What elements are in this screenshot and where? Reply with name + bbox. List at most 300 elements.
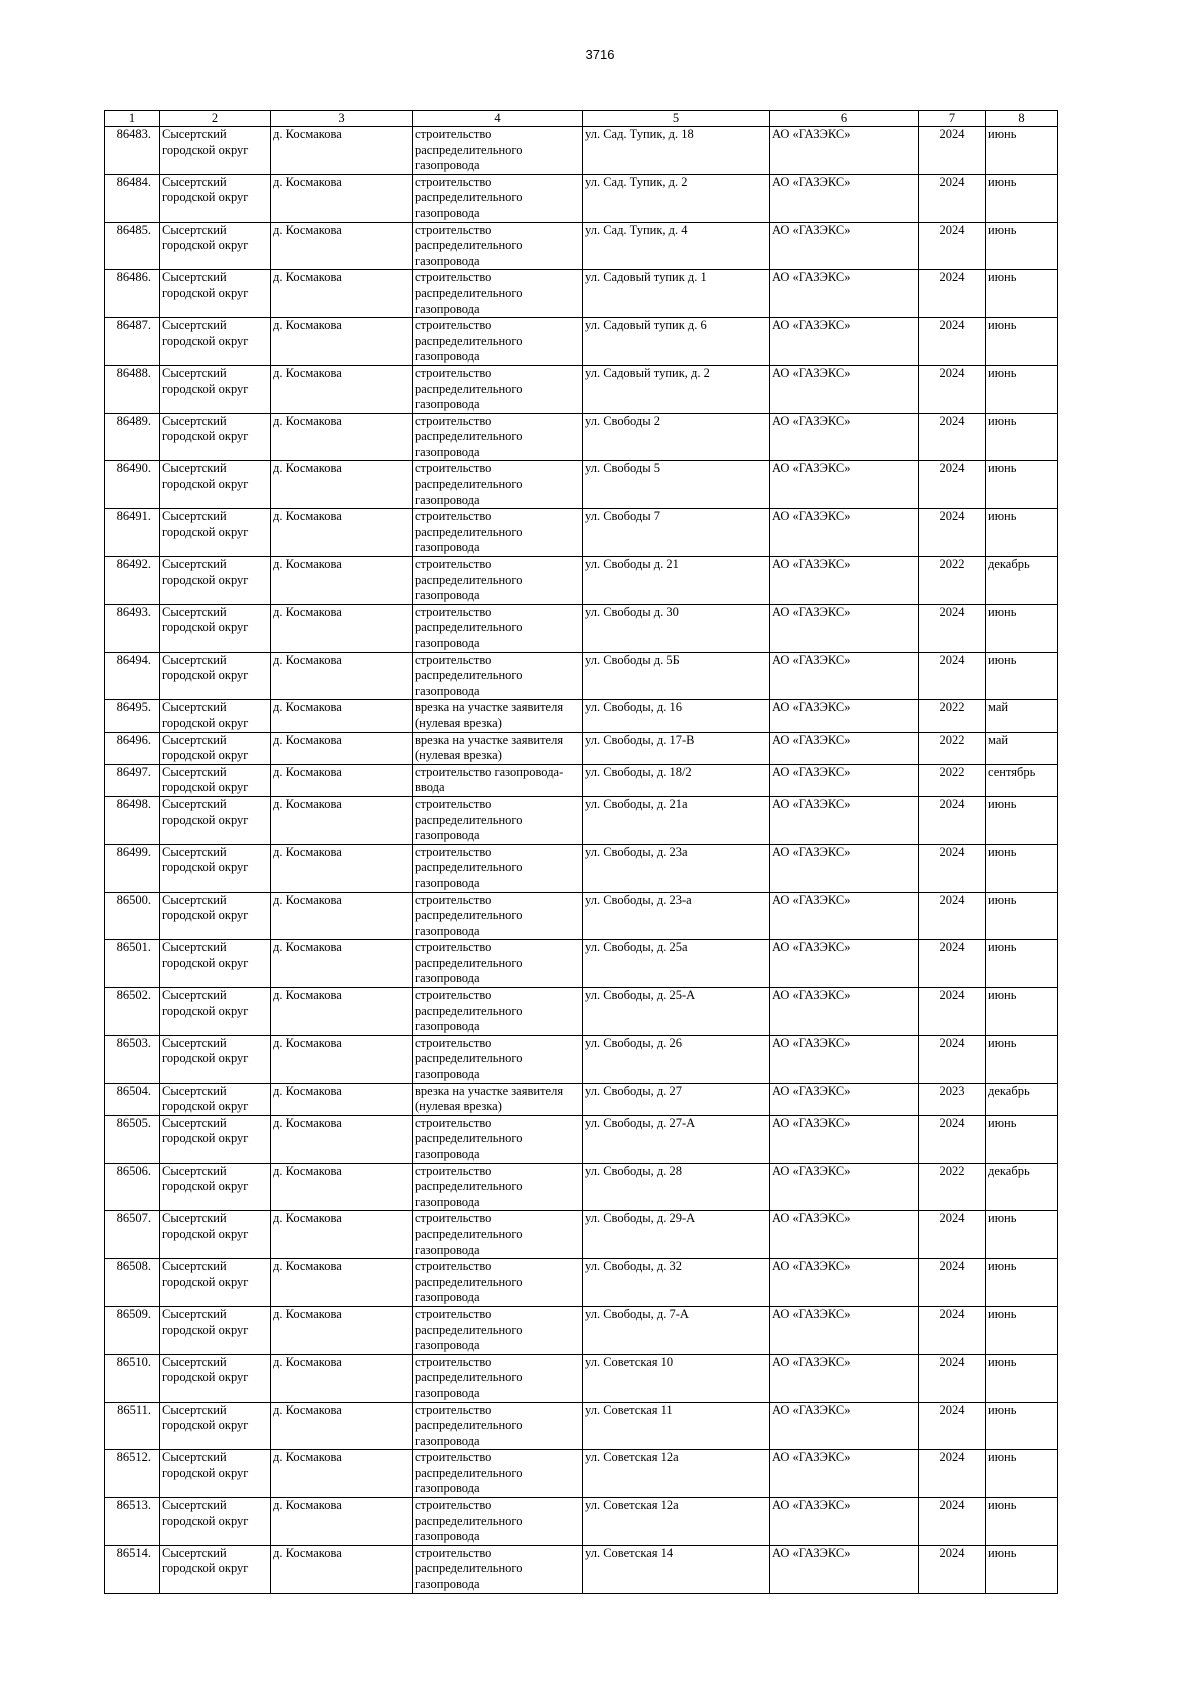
table-row: [105, 127, 1058, 175]
locality-cell: д. Космакова: [271, 1402, 413, 1450]
district-cell: Сысертский городской округ: [160, 604, 271, 652]
table-row: [105, 796, 1058, 844]
table-row: [105, 1035, 1058, 1083]
table-row: [105, 1083, 1058, 1115]
table-row: [105, 174, 1058, 222]
address-cell: ул. Свободы, д. 27: [583, 1083, 770, 1115]
address-cell: ул. Советская 12а: [583, 1450, 770, 1498]
address-cell: ул. Садовый тупик д. 6: [583, 318, 770, 366]
locality-cell: д. Космакова: [271, 270, 413, 318]
month-cell: июнь: [986, 796, 1058, 844]
locality-cell: д. Космакова: [271, 1450, 413, 1498]
address-cell: ул. Свободы, д. 28: [583, 1163, 770, 1211]
work-type-cell: строительство распределительного газопровода: [413, 557, 583, 605]
work-type-cell: строительство распределительного газопровода: [413, 222, 583, 270]
table-row: [105, 988, 1058, 1036]
locality-cell: д. Космакова: [271, 732, 413, 764]
district-cell: Сысертский городской округ: [160, 892, 271, 940]
locality-cell: д. Космакова: [271, 461, 413, 509]
year-cell: 2024: [919, 509, 986, 557]
address-cell: ул. Свободы 2: [583, 413, 770, 461]
month-cell: сентябрь: [986, 764, 1058, 796]
row-number: 86500.: [105, 892, 160, 940]
row-number: 86493.: [105, 604, 160, 652]
work-type-cell: строительство распределительного газопровода: [413, 1402, 583, 1450]
address-cell: ул. Свободы, д. 18/2: [583, 764, 770, 796]
address-cell: ул. Свободы, д. 25-А: [583, 988, 770, 1036]
table-row: [105, 1259, 1058, 1307]
address-cell: ул. Советская 12а: [583, 1498, 770, 1546]
month-cell: июнь: [986, 365, 1058, 413]
year-cell: 2024: [919, 844, 986, 892]
organization-cell: АО «ГАЗЭКС»: [770, 127, 919, 175]
organization-cell: АО «ГАЗЭКС»: [770, 413, 919, 461]
organization-cell: АО «ГАЗЭКС»: [770, 700, 919, 732]
row-number: 86512.: [105, 1450, 160, 1498]
row-number: 86502.: [105, 988, 160, 1036]
work-type-cell: строительство распределительного газопровода: [413, 413, 583, 461]
organization-cell: АО «ГАЗЭКС»: [770, 1083, 919, 1115]
year-cell: 2024: [919, 1115, 986, 1163]
row-number: 86498.: [105, 796, 160, 844]
month-cell: июнь: [986, 988, 1058, 1036]
table-row: [105, 270, 1058, 318]
locality-cell: д. Космакова: [271, 764, 413, 796]
month-cell: июнь: [986, 270, 1058, 318]
header-row: [105, 111, 1058, 127]
year-cell: 2022: [919, 732, 986, 764]
district-cell: Сысертский городской округ: [160, 557, 271, 605]
row-number: 86496.: [105, 732, 160, 764]
district-cell: Сысертский городской округ: [160, 1211, 271, 1259]
organization-cell: АО «ГАЗЭКС»: [770, 1163, 919, 1211]
address-cell: ул. Свободы, д. 7-А: [583, 1306, 770, 1354]
address-cell: ул. Свободы д. 21: [583, 557, 770, 605]
year-cell: 2024: [919, 270, 986, 318]
year-cell: 2024: [919, 1498, 986, 1546]
organization-cell: АО «ГАЗЭКС»: [770, 988, 919, 1036]
table-row: [105, 652, 1058, 700]
locality-cell: д. Космакова: [271, 1354, 413, 1402]
address-cell: ул. Свободы, д. 23-а: [583, 892, 770, 940]
district-cell: Сысертский городской округ: [160, 365, 271, 413]
month-cell: июнь: [986, 1035, 1058, 1083]
address-cell: ул. Сад. Тупик, д. 4: [583, 222, 770, 270]
organization-cell: АО «ГАЗЭКС»: [770, 1354, 919, 1402]
work-type-cell: строительство распределительного газопровода: [413, 1115, 583, 1163]
row-number: 86509.: [105, 1306, 160, 1354]
gasification-table: [104, 110, 1058, 1594]
work-type-cell: строительство распределительного газопровода: [413, 1450, 583, 1498]
locality-cell: д. Космакова: [271, 222, 413, 270]
month-cell: май: [986, 732, 1058, 764]
column-header-5: 5: [583, 111, 770, 127]
work-type-cell: строительство распределительного газопровода: [413, 796, 583, 844]
work-type-cell: строительство распределительного газопровода: [413, 461, 583, 509]
year-cell: 2023: [919, 1083, 986, 1115]
column-header-2: 2: [160, 111, 271, 127]
district-cell: Сысертский городской округ: [160, 222, 271, 270]
month-cell: июнь: [986, 1259, 1058, 1307]
month-cell: июнь: [986, 1115, 1058, 1163]
year-cell: 2024: [919, 1450, 986, 1498]
row-number: 86491.: [105, 509, 160, 557]
year-cell: 2024: [919, 1259, 986, 1307]
year-cell: 2024: [919, 1035, 986, 1083]
district-cell: Сысертский городской округ: [160, 318, 271, 366]
address-cell: ул. Свободы, д. 25а: [583, 940, 770, 988]
month-cell: июнь: [986, 1498, 1058, 1546]
column-header-1: 1: [105, 111, 160, 127]
table-row: [105, 1450, 1058, 1498]
locality-cell: д. Космакова: [271, 1035, 413, 1083]
locality-cell: д. Космакова: [271, 1306, 413, 1354]
column-header-4: 4: [413, 111, 583, 127]
address-cell: ул. Свободы, д. 26: [583, 1035, 770, 1083]
table-row: [105, 892, 1058, 940]
row-number: 86486.: [105, 270, 160, 318]
address-cell: ул. Свободы, д. 29-А: [583, 1211, 770, 1259]
month-cell: июнь: [986, 413, 1058, 461]
table-row: [105, 700, 1058, 732]
organization-cell: АО «ГАЗЭКС»: [770, 1402, 919, 1450]
address-cell: ул. Сад. Тупик, д. 18: [583, 127, 770, 175]
work-type-cell: строительство распределительного газопровода: [413, 1306, 583, 1354]
address-cell: ул. Садовый тупик д. 1: [583, 270, 770, 318]
table-row: [105, 461, 1058, 509]
district-cell: Сысертский городской округ: [160, 270, 271, 318]
month-cell: июнь: [986, 127, 1058, 175]
locality-cell: д. Космакова: [271, 318, 413, 366]
district-cell: Сысертский городской округ: [160, 174, 271, 222]
locality-cell: д. Космакова: [271, 1083, 413, 1115]
row-number: 86483.: [105, 127, 160, 175]
organization-cell: АО «ГАЗЭКС»: [770, 764, 919, 796]
year-cell: 2024: [919, 365, 986, 413]
locality-cell: д. Космакова: [271, 1163, 413, 1211]
table-row: [105, 365, 1058, 413]
work-type-cell: строительство распределительного газопровода: [413, 844, 583, 892]
locality-cell: д. Космакова: [271, 892, 413, 940]
district-cell: Сысертский городской округ: [160, 1450, 271, 1498]
row-number: 86492.: [105, 557, 160, 605]
month-cell: июнь: [986, 1211, 1058, 1259]
table-row: [105, 1115, 1058, 1163]
address-cell: ул. Садовый тупик, д. 2: [583, 365, 770, 413]
row-number: 86485.: [105, 222, 160, 270]
organization-cell: АО «ГАЗЭКС»: [770, 1306, 919, 1354]
row-number: 86504.: [105, 1083, 160, 1115]
table-row: [105, 1545, 1058, 1593]
month-cell: июнь: [986, 509, 1058, 557]
table-row: [105, 940, 1058, 988]
address-cell: ул. Свободы, д. 17-В: [583, 732, 770, 764]
month-cell: июнь: [986, 604, 1058, 652]
table-body: [105, 127, 1058, 1594]
column-header-7: 7: [919, 111, 986, 127]
year-cell: 2024: [919, 1402, 986, 1450]
organization-cell: АО «ГАЗЭКС»: [770, 1211, 919, 1259]
district-cell: Сысертский городской округ: [160, 732, 271, 764]
locality-cell: д. Космакова: [271, 796, 413, 844]
organization-cell: АО «ГАЗЭКС»: [770, 557, 919, 605]
row-number: 86508.: [105, 1259, 160, 1307]
address-cell: ул. Свободы д. 30: [583, 604, 770, 652]
month-cell: июнь: [986, 940, 1058, 988]
locality-cell: д. Космакова: [271, 174, 413, 222]
row-number: 86484.: [105, 174, 160, 222]
row-number: 86495.: [105, 700, 160, 732]
work-type-cell: строительство распределительного газопровода: [413, 1259, 583, 1307]
district-cell: Сысертский городской округ: [160, 988, 271, 1036]
table-row: [105, 557, 1058, 605]
year-cell: 2024: [919, 892, 986, 940]
month-cell: июнь: [986, 461, 1058, 509]
district-cell: Сысертский городской округ: [160, 764, 271, 796]
work-type-cell: строительство распределительного газопровода: [413, 174, 583, 222]
table-row: [105, 1498, 1058, 1546]
row-number: 86489.: [105, 413, 160, 461]
row-number: 86503.: [105, 1035, 160, 1083]
month-cell: декабрь: [986, 1163, 1058, 1211]
work-type-cell: строительство распределительного газопровода: [413, 270, 583, 318]
locality-cell: д. Космакова: [271, 1545, 413, 1593]
organization-cell: АО «ГАЗЭКС»: [770, 461, 919, 509]
month-cell: июнь: [986, 1402, 1058, 1450]
table-row: [105, 1402, 1058, 1450]
work-type-cell: строительство распределительного газопровода: [413, 1211, 583, 1259]
district-cell: Сысертский городской округ: [160, 1402, 271, 1450]
organization-cell: АО «ГАЗЭКС»: [770, 174, 919, 222]
year-cell: 2024: [919, 1211, 986, 1259]
row-number: 86513.: [105, 1498, 160, 1546]
address-cell: ул. Свободы, д. 27-А: [583, 1115, 770, 1163]
year-cell: 2022: [919, 557, 986, 605]
address-cell: ул. Советская 10: [583, 1354, 770, 1402]
organization-cell: АО «ГАЗЭКС»: [770, 1450, 919, 1498]
work-type-cell: строительство распределительного газопровода: [413, 940, 583, 988]
locality-cell: д. Космакова: [271, 1115, 413, 1163]
row-number: 86501.: [105, 940, 160, 988]
organization-cell: АО «ГАЗЭКС»: [770, 1259, 919, 1307]
district-cell: Сысертский городской округ: [160, 1083, 271, 1115]
locality-cell: д. Космакова: [271, 365, 413, 413]
organization-cell: АО «ГАЗЭКС»: [770, 796, 919, 844]
district-cell: Сысертский городской округ: [160, 413, 271, 461]
organization-cell: АО «ГАЗЭКС»: [770, 652, 919, 700]
locality-cell: д. Космакова: [271, 700, 413, 732]
table-row: [105, 509, 1058, 557]
table-row: [105, 732, 1058, 764]
work-type-cell: врезка на участке заявителя (нулевая врезка): [413, 1083, 583, 1115]
work-type-cell: строительство распределительного газопровода: [413, 988, 583, 1036]
month-cell: июнь: [986, 652, 1058, 700]
district-cell: Сысертский городской округ: [160, 127, 271, 175]
organization-cell: АО «ГАЗЭКС»: [770, 940, 919, 988]
month-cell: июнь: [986, 844, 1058, 892]
locality-cell: д. Космакова: [271, 1498, 413, 1546]
table-row: [105, 844, 1058, 892]
organization-cell: АО «ГАЗЭКС»: [770, 604, 919, 652]
year-cell: 2024: [919, 318, 986, 366]
year-cell: 2024: [919, 461, 986, 509]
year-cell: 2022: [919, 700, 986, 732]
locality-cell: д. Космакова: [271, 1211, 413, 1259]
district-cell: Сысертский городской округ: [160, 1545, 271, 1593]
month-cell: июнь: [986, 1306, 1058, 1354]
work-type-cell: строительство распределительного газопровода: [413, 604, 583, 652]
address-cell: ул. Свободы, д. 23а: [583, 844, 770, 892]
address-cell: ул. Сад. Тупик, д. 2: [583, 174, 770, 222]
address-cell: ул. Советская 14: [583, 1545, 770, 1593]
row-number: 86505.: [105, 1115, 160, 1163]
organization-cell: АО «ГАЗЭКС»: [770, 1498, 919, 1546]
work-type-cell: строительство распределительного газопровода: [413, 127, 583, 175]
district-cell: Сысертский городской округ: [160, 652, 271, 700]
column-header-8: 8: [986, 111, 1058, 127]
row-number: 86510.: [105, 1354, 160, 1402]
month-cell: декабрь: [986, 557, 1058, 605]
district-cell: Сысертский городской округ: [160, 1354, 271, 1402]
month-cell: июнь: [986, 1354, 1058, 1402]
work-type-cell: строительство распределительного газопровода: [413, 652, 583, 700]
district-cell: Сысертский городской округ: [160, 844, 271, 892]
district-cell: Сысертский городской округ: [160, 796, 271, 844]
column-header-3: 3: [271, 111, 413, 127]
work-type-cell: врезка на участке заявителя (нулевая врезка): [413, 700, 583, 732]
row-number: 86507.: [105, 1211, 160, 1259]
year-cell: 2024: [919, 127, 986, 175]
table-row: [105, 1354, 1058, 1402]
table-row: [105, 1306, 1058, 1354]
work-type-cell: строительство газопровода-ввода: [413, 764, 583, 796]
work-type-cell: врезка на участке заявителя (нулевая врезка): [413, 732, 583, 764]
organization-cell: АО «ГАЗЭКС»: [770, 365, 919, 413]
locality-cell: д. Космакова: [271, 1259, 413, 1307]
district-cell: Сысертский городской округ: [160, 461, 271, 509]
district-cell: Сысертский городской округ: [160, 940, 271, 988]
table-row: [105, 604, 1058, 652]
address-cell: ул. Свободы 5: [583, 461, 770, 509]
row-number: 86488.: [105, 365, 160, 413]
column-header-6: 6: [770, 111, 919, 127]
row-number: 86499.: [105, 844, 160, 892]
address-cell: ул. Свободы д. 5Б: [583, 652, 770, 700]
district-cell: Сысертский городской округ: [160, 700, 271, 732]
work-type-cell: строительство распределительного газопровода: [413, 318, 583, 366]
month-cell: июнь: [986, 318, 1058, 366]
year-cell: 2024: [919, 1306, 986, 1354]
organization-cell: АО «ГАЗЭКС»: [770, 844, 919, 892]
row-number: 86506.: [105, 1163, 160, 1211]
organization-cell: АО «ГАЗЭКС»: [770, 318, 919, 366]
table-row: [105, 764, 1058, 796]
year-cell: 2022: [919, 764, 986, 796]
organization-cell: АО «ГАЗЭКС»: [770, 509, 919, 557]
locality-cell: д. Космакова: [271, 413, 413, 461]
locality-cell: д. Космакова: [271, 988, 413, 1036]
row-number: 86494.: [105, 652, 160, 700]
row-number: 86490.: [105, 461, 160, 509]
work-type-cell: строительство распределительного газопровода: [413, 365, 583, 413]
month-cell: июнь: [986, 222, 1058, 270]
district-cell: Сысертский городской округ: [160, 1259, 271, 1307]
work-type-cell: строительство распределительного газопровода: [413, 1498, 583, 1546]
row-number: 86511.: [105, 1402, 160, 1450]
work-type-cell: строительство распределительного газопровода: [413, 1163, 583, 1211]
month-cell: июнь: [986, 1450, 1058, 1498]
table-row: [105, 413, 1058, 461]
district-cell: Сысертский городской округ: [160, 1163, 271, 1211]
work-type-cell: строительство распределительного газопровода: [413, 892, 583, 940]
year-cell: 2024: [919, 1354, 986, 1402]
year-cell: 2024: [919, 413, 986, 461]
year-cell: 2024: [919, 940, 986, 988]
locality-cell: д. Космакова: [271, 557, 413, 605]
table-row: [105, 222, 1058, 270]
year-cell: 2024: [919, 604, 986, 652]
organization-cell: АО «ГАЗЭКС»: [770, 270, 919, 318]
year-cell: 2024: [919, 1545, 986, 1593]
locality-cell: д. Космакова: [271, 604, 413, 652]
row-number: 86487.: [105, 318, 160, 366]
locality-cell: д. Космакова: [271, 844, 413, 892]
organization-cell: АО «ГАЗЭКС»: [770, 222, 919, 270]
table-row: [105, 1211, 1058, 1259]
year-cell: 2024: [919, 222, 986, 270]
month-cell: июнь: [986, 1545, 1058, 1593]
address-cell: ул. Свободы, д. 32: [583, 1259, 770, 1307]
organization-cell: АО «ГАЗЭКС»: [770, 732, 919, 764]
district-cell: Сысертский городской округ: [160, 1115, 271, 1163]
organization-cell: АО «ГАЗЭКС»: [770, 1545, 919, 1593]
page-number: 3716: [585, 47, 615, 62]
year-cell: 2024: [919, 796, 986, 844]
month-cell: июнь: [986, 892, 1058, 940]
locality-cell: д. Космакова: [271, 652, 413, 700]
table-row: [105, 1163, 1058, 1211]
row-number: 86497.: [105, 764, 160, 796]
district-cell: Сысертский городской округ: [160, 1498, 271, 1546]
row-number: 86514.: [105, 1545, 160, 1593]
address-cell: ул. Свободы, д. 21а: [583, 796, 770, 844]
organization-cell: АО «ГАЗЭКС»: [770, 1035, 919, 1083]
work-type-cell: строительство распределительного газопровода: [413, 1354, 583, 1402]
month-cell: май: [986, 700, 1058, 732]
year-cell: 2024: [919, 652, 986, 700]
address-cell: ул. Советская 11: [583, 1402, 770, 1450]
district-cell: Сысертский городской округ: [160, 509, 271, 557]
year-cell: 2024: [919, 174, 986, 222]
work-type-cell: строительство распределительного газопровода: [413, 509, 583, 557]
month-cell: декабрь: [986, 1083, 1058, 1115]
locality-cell: д. Космакова: [271, 509, 413, 557]
locality-cell: д. Космакова: [271, 127, 413, 175]
year-cell: 2022: [919, 1163, 986, 1211]
district-cell: Сысертский городской округ: [160, 1035, 271, 1083]
table-row: [105, 318, 1058, 366]
month-cell: июнь: [986, 174, 1058, 222]
district-cell: Сысертский городской округ: [160, 1306, 271, 1354]
work-type-cell: строительство распределительного газопровода: [413, 1545, 583, 1593]
locality-cell: д. Космакова: [271, 940, 413, 988]
address-cell: ул. Свободы, д. 16: [583, 700, 770, 732]
organization-cell: АО «ГАЗЭКС»: [770, 892, 919, 940]
year-cell: 2024: [919, 988, 986, 1036]
organization-cell: АО «ГАЗЭКС»: [770, 1115, 919, 1163]
address-cell: ул. Свободы 7: [583, 509, 770, 557]
work-type-cell: строительство распределительного газопровода: [413, 1035, 583, 1083]
